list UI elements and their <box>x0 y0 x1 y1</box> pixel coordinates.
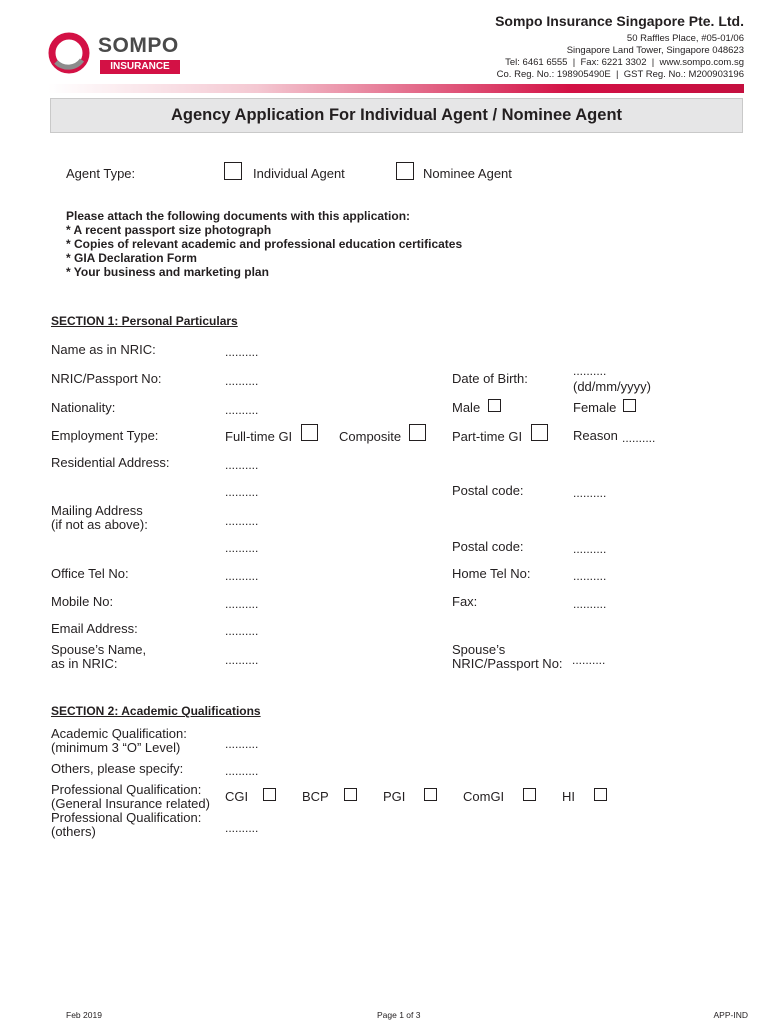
dob-field[interactable]: .......... <box>573 364 607 378</box>
male-label: Male <box>452 400 481 415</box>
nationality-label: Nationality: <box>51 400 116 415</box>
logo-sub: INSURANCE <box>100 60 180 74</box>
prof-qual-label: Professional Qualification: <box>51 782 202 797</box>
prof-qual-others-field[interactable]: .......... <box>225 821 259 835</box>
company-address-1: 50 Raffles Place, #05-01/06 <box>626 33 744 44</box>
dob-label: Date of Birth: <box>452 371 528 386</box>
company-logo <box>48 32 188 78</box>
pgi-checkbox[interactable] <box>424 788 437 801</box>
postal-field[interactable]: .......... <box>573 486 607 500</box>
academic-label-sub: (minimum 3 “O” Level) <box>51 740 181 755</box>
female-checkbox[interactable] <box>623 399 636 412</box>
mailing-field-2[interactable]: .......... <box>225 541 259 555</box>
office-tel-label: Office Tel No: <box>51 566 129 581</box>
mailing-field-1[interactable]: .......... <box>225 514 259 528</box>
spouse-name-field[interactable]: .......... <box>225 653 259 667</box>
office-tel-field[interactable]: .......... <box>225 569 259 583</box>
section1-heading: SECTION 1: Personal Particulars <box>51 314 238 328</box>
parttime-label: Part-time GI <box>452 429 523 444</box>
logo-word: SOMPO <box>98 34 179 57</box>
footer-page: Page 1 of 3 <box>377 1010 421 1020</box>
bcp-label: BCP <box>302 789 329 804</box>
header-red-bar <box>48 84 744 93</box>
company-registration: Co. Reg. No.: 198905490E | GST Reg. No.: M200903196 <box>496 69 744 80</box>
comgi-label: ComGI <box>463 789 505 804</box>
residential-label: Residential Address: <box>51 455 170 470</box>
mailing-postal-label: Postal code: <box>452 539 524 554</box>
individual-agent-label: Individual Agent <box>253 166 345 181</box>
home-tel-label: Home Tel No: <box>452 566 531 581</box>
nric-label: NRIC/Passport No: <box>51 371 162 386</box>
prof-qual-others-label-sub: (others) <box>51 824 96 839</box>
nominee-agent-checkbox[interactable] <box>396 162 414 180</box>
name-field[interactable]: .......... <box>225 345 259 359</box>
nationality-field[interactable]: .......... <box>225 403 259 417</box>
male-checkbox[interactable] <box>488 399 501 412</box>
hi-label: HI <box>562 789 575 804</box>
nominee-agent-label: Nominee Agent <box>423 166 512 181</box>
spouse-name-label-sub: as in NRIC: <box>51 656 118 671</box>
comgi-checkbox[interactable] <box>523 788 536 801</box>
attach-item: * Copies of relevant academic and professional education certificates <box>66 237 463 251</box>
employment-label: Employment Type: <box>51 428 159 443</box>
fax-field[interactable]: .......... <box>573 597 607 611</box>
prof-qual-others-label: Professional Qualification: <box>51 810 202 825</box>
composite-checkbox[interactable] <box>409 424 426 441</box>
residential-field-1[interactable]: .......... <box>225 458 259 472</box>
name-label: Name as in NRIC: <box>51 342 156 357</box>
email-field[interactable]: .......... <box>225 624 259 638</box>
postal-label: Postal code: <box>452 483 524 498</box>
spouse-nric-field[interactable]: .......... <box>572 653 606 667</box>
company-contact: Tel: 6461 6555 | Fax: 6221 3302 | www.sompo.com.sg <box>505 57 744 68</box>
attach-item: * Your business and marketing plan <box>66 265 269 279</box>
footer-code: APP-IND <box>713 1010 748 1020</box>
fax-label: Fax: <box>452 594 478 609</box>
attach-item: * GIA Declaration Form <box>66 251 197 265</box>
spouse-nric-label-sub: NRIC/Passport No: <box>452 656 563 671</box>
spouse-nric-label: Spouse’s <box>452 642 506 657</box>
cgi-label: CGI <box>225 789 249 804</box>
academic-field[interactable]: .......... <box>225 737 259 751</box>
mailing-label: Mailing Address <box>51 503 143 518</box>
female-label: Female <box>573 400 617 415</box>
form-title: Agency Application For Individual Agent / Nominee Agent <box>170 106 623 124</box>
section2-heading: SECTION 2: Academic Qualifications <box>51 704 261 718</box>
agent-type-label: Agent Type: <box>66 166 136 181</box>
home-tel-field[interactable]: .......... <box>573 569 607 583</box>
mobile-field[interactable]: .......... <box>225 597 259 611</box>
individual-agent-checkbox[interactable] <box>224 162 242 180</box>
prof-qual-label-sub: (General Insurance related) <box>51 796 210 811</box>
email-label: Email Address: <box>51 621 138 636</box>
residential-field-2[interactable]: .......... <box>225 485 259 499</box>
company-address-2: Singapore Land Tower, Singapore 048623 <box>566 45 744 56</box>
composite-label: Composite <box>339 429 402 444</box>
parttime-checkbox[interactable] <box>531 424 548 441</box>
fulltime-checkbox[interactable] <box>301 424 318 441</box>
attach-heading: Please attach the following documents with this application: <box>66 209 411 223</box>
cgi-checkbox[interactable] <box>263 788 276 801</box>
others-label: Others, please specify: <box>51 761 184 776</box>
pgi-label: PGI <box>383 789 406 804</box>
company-name: Sompo Insurance Singapore Pte. Ltd. <box>495 13 744 29</box>
mobile-label: Mobile No: <box>51 594 114 609</box>
nric-field[interactable]: .......... <box>225 374 259 388</box>
reason-label: Reason <box>573 428 618 443</box>
academic-label: Academic Qualification: <box>51 726 187 741</box>
fulltime-label: Full-time GI <box>225 429 293 444</box>
footer-date: Feb 2019 <box>66 1010 102 1020</box>
attach-item: * A recent passport size photograph <box>66 223 272 237</box>
reason-field[interactable]: .......... <box>622 431 656 445</box>
dob-format: (dd/mm/yyyy) <box>573 379 651 394</box>
spouse-name-label: Spouse’s Name, <box>51 642 147 657</box>
mailing-label-sub: (if not as above): <box>51 517 148 532</box>
sompo-ring-icon <box>48 32 90 74</box>
others-field[interactable]: .......... <box>225 764 259 778</box>
bcp-checkbox[interactable] <box>344 788 357 801</box>
mailing-postal-field[interactable]: .......... <box>573 542 607 556</box>
hi-checkbox[interactable] <box>594 788 607 801</box>
